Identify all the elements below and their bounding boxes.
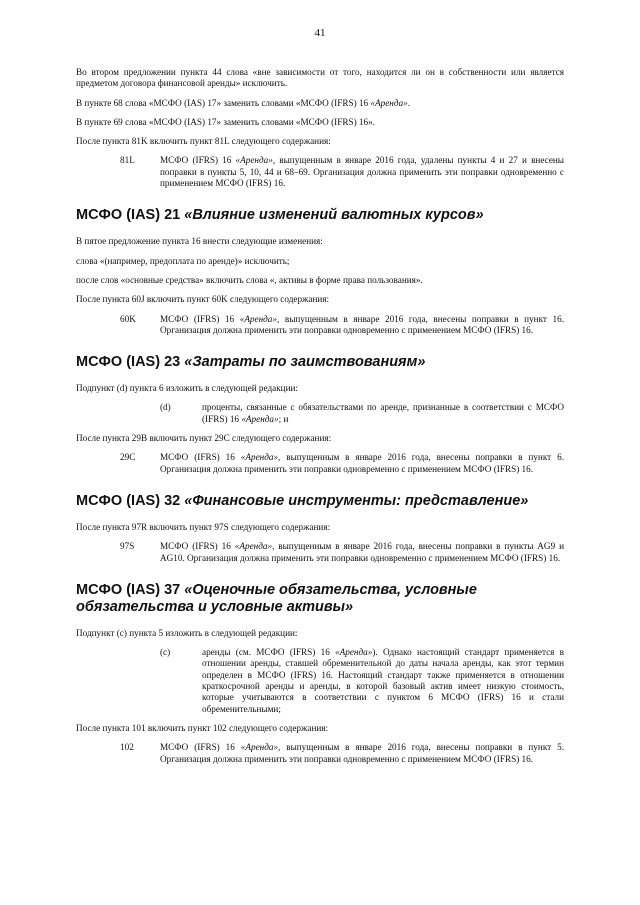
subparagraph-label: (d)	[160, 402, 171, 413]
paragraph-60k	[76, 314, 564, 337]
section-title: «Финансовые инструменты: представление»	[184, 492, 529, 509]
subparagraph-text: аренды (см. МСФО (IFRS) 16 «Аренда»). Однако настоящий стандарт применяется в отношении аренды, ставшей обременительной до даты начала аренды, как этот термин определен в МСФО (IFRS) 16. Настоящий стандарт также применяется в отношении краткосрочной аренды и аренды, в которой базовый актив имеет низкую стоимость, которые учитываются в соответствии с пунктом 6 МСФО (IFRS) 16 и стали обременительными;	[202, 647, 564, 714]
subparagraph-label: (c)	[160, 647, 171, 658]
standard-name: «Аренда»	[239, 313, 277, 324]
section-paragraph: слова «(например, предоплата по аренде)» исключить;	[76, 255, 290, 266]
section-paragraph: После пункта 97R включить пункт 97S следующего содержания:	[76, 521, 331, 532]
paragraph-102	[76, 742, 564, 765]
section-heading-ias32	[76, 493, 564, 510]
section-paragraph: После пункта 101 включить пункт 102 следующего содержания:	[76, 722, 329, 733]
page-number: 41	[314, 27, 326, 39]
paragraph-number: 60K	[120, 313, 136, 324]
paragraph-81l	[76, 155, 564, 189]
paragraph-number: 97S	[120, 541, 135, 552]
paragraph-text: МСФО (IFRS) 16 «Аренда», выпущенным в январе 2016 года, внесены поправки в пункт 6. Организация должна применить эти поправки одновременно с применением МСФО (IFRS) 16.	[160, 452, 564, 474]
intro-paragraph-4: После пункта 81K включить пункт 81L следующего содержания:	[76, 136, 331, 147]
paragraph-text: МСФО (IFRS) 16 «Аренда», выпущенным в январе 2016 года, удалены пункты 4 и 27 и внесены поправки в пункты 5, 10, 44 и 68–69. Организация должна применить эти поправки одновременно с применением МСФО (IFRS) 16.	[160, 155, 564, 189]
subparagraph-text: проценты, связанные с обязательствами по аренде, признанные в соответствии с МСФО (IFRS) 16 «Аренда»; и	[202, 402, 564, 424]
section-code: МСФО (IAS) 23	[76, 354, 181, 371]
standard-name: «Аренда»	[234, 541, 273, 552]
standard-name: «Аренда»	[370, 97, 408, 108]
section-paragraph: Подпункт (d) пункта 6 изложить в следующей редакции:	[76, 383, 298, 394]
section-paragraph: После пункта 29B включить пункт 29C следующего содержания:	[76, 433, 332, 444]
section-code: МСФО (IAS) 32	[76, 492, 181, 509]
paragraph-number: 102	[120, 742, 134, 753]
paragraph-number: 29C	[120, 452, 136, 463]
section-paragraph: Подпункт (c) пункта 5 изложить в следующей редакции:	[76, 627, 298, 638]
section-heading-ias21	[76, 207, 564, 224]
standard-name: «Аренда»	[240, 742, 279, 753]
paragraph-29c	[76, 452, 564, 475]
standard-name: «Аренда»	[240, 452, 279, 463]
paragraph-text: МСФО (IFRS) 16 «Аренда», выпущенным в январе 2016 года, внесены поправки в пункты AG9 и AG10. Организация должна применить эти поправки одновременно с применением МСФО (IFRS) 16.	[160, 541, 564, 563]
section-code: МСФО (IAS) 21	[76, 207, 181, 224]
paragraph-number: 81L	[120, 155, 135, 166]
subparagraph-c	[76, 647, 564, 715]
standard-name: «Аренда»	[241, 413, 279, 424]
intro-paragraph-1: Во втором предложении пункта 44 слова «вне зависимости от того, находится ли он в собственности или является предметом договора финансовой аренды» исключить.	[76, 67, 564, 89]
standard-name: «Аренда»	[335, 647, 373, 658]
paragraph-text: МСФО (IFRS) 16 «Аренда», выпущенным в январе 2016 года, внесены поправки в пункт 5. Организация должна применить эти поправки одновременно с применением МСФО (IFRS) 16.	[160, 742, 564, 764]
section-paragraph: В пятое предложение пункта 16 внести следующие изменения:	[76, 236, 323, 247]
section-title: «Влияние изменений валютных курсов»	[184, 207, 484, 224]
section-heading-ias23	[76, 354, 564, 371]
paragraph-97s	[76, 541, 564, 564]
intro-paragraph-2: В пункте 68 слова «МСФО (IAS) 17» заменить словами «МСФО (IFRS) 16 «Аренда».	[76, 97, 410, 108]
standard-name: «Аренда»	[235, 155, 273, 166]
section-code: МСФО (IAS) 37	[76, 581, 181, 598]
section-title: «Оценочные обязательства, условные обязательства и условные активы»	[76, 581, 477, 615]
subparagraph-d	[76, 402, 564, 425]
intro-paragraph-3: В пункте 69 слова «МСФО (IAS) 17» заменить словами «МСФО (IFRS) 16».	[76, 116, 376, 127]
page-content	[76, 67, 564, 773]
paragraph-text: МСФО (IFRS) 16 «Аренда», выпущенным в январе 2016 года, внесены поправки в пункт 16. Организация должна применить эти поправки одновременно с применением МСФО (IFRS) 16.	[160, 313, 564, 335]
section-heading-ias37	[76, 582, 564, 616]
section-paragraph: после слов «основные средства» включить слова «, активы в форме права пользования».	[76, 274, 423, 285]
section-title: «Затраты по заимствованиям»	[184, 354, 426, 371]
section-paragraph: После пункта 60J включить пункт 60K следующего содержания:	[76, 294, 330, 305]
